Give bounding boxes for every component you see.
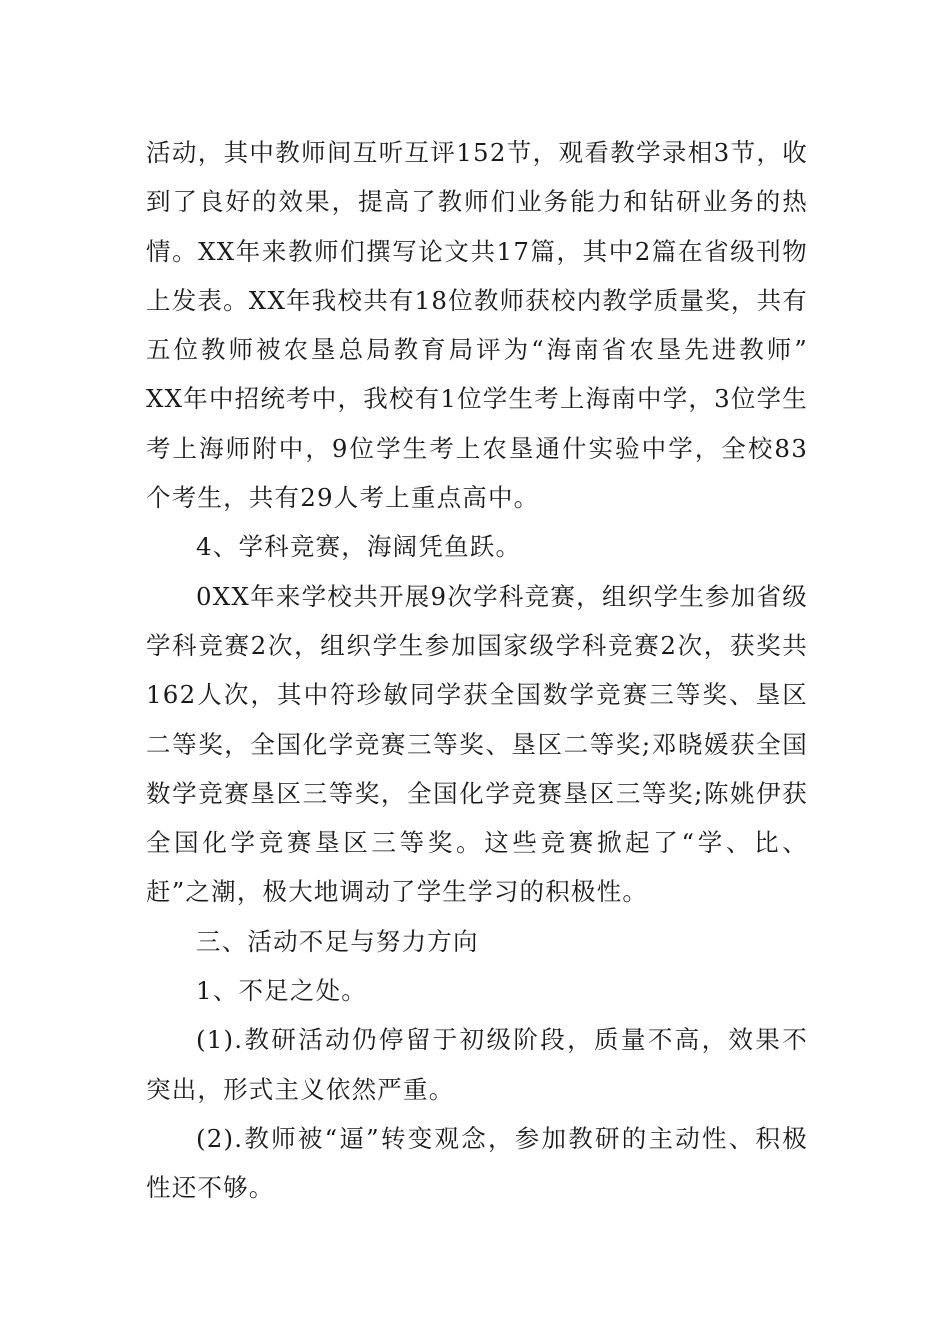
paragraph-competition-detail: 0XX年来学校共开展9次学科竞赛，组织学生参加省级学科竞赛2次，组织学生参加国家级学科竞赛2次，获奖共162人次，其中符珍敏同学获全国数学竞赛三等奖、垦区二等奖，全国化学竞赛三等奖、垦区二等奖;邓晓媛获全国数学竞赛垦区三等奖，全国化学竞赛垦区三等奖;陈姚伊获全国化学竞赛垦区三等奖。这些竞赛掀起了“学、比、赶”之潮，极大地调动了学生学习的积极性。 <box>146 581 808 907</box>
paragraph-shortcoming-2: (2).教师被“逼”转变观念，参加教研的主动性、积极性还不够。 <box>146 1123 808 1203</box>
paragraph-heading-shortcomings: 三、活动不足与努力方向 <box>196 926 479 956</box>
paragraph-subheading-shortcomings: 1、不足之处。 <box>196 976 367 1006</box>
paragraph-shortcoming-1: (1).教研活动仍停留于初级阶段，质量不高，效果不突出，形式主义依然严重。 <box>146 1025 808 1104</box>
document-body <box>146 128 808 1213</box>
paragraph-activity-summary: 活动，其中教师间互听互评152节，观看教学录相3节，收到了良好的效果，提高了教师们业务能力和钻研业务的热情。XX年来教师们撰写论文共17篇，其中2篇在省级刊物上发表。XX年我校共有18位教师获校内教学质量奖，共有五位教师被农垦总局教育局评为“海南省农垦先进教师” XX年中招统考中，我校有1位学生考上海南中学，3位学生考上海师附中，9位学生考上农垦通什实验中学，全校83个考生，共有29人考上重点高中。 <box>146 138 808 513</box>
paragraph-heading-competition: 4、学科竞赛，海阔凭鱼跃。 <box>196 532 522 562</box>
